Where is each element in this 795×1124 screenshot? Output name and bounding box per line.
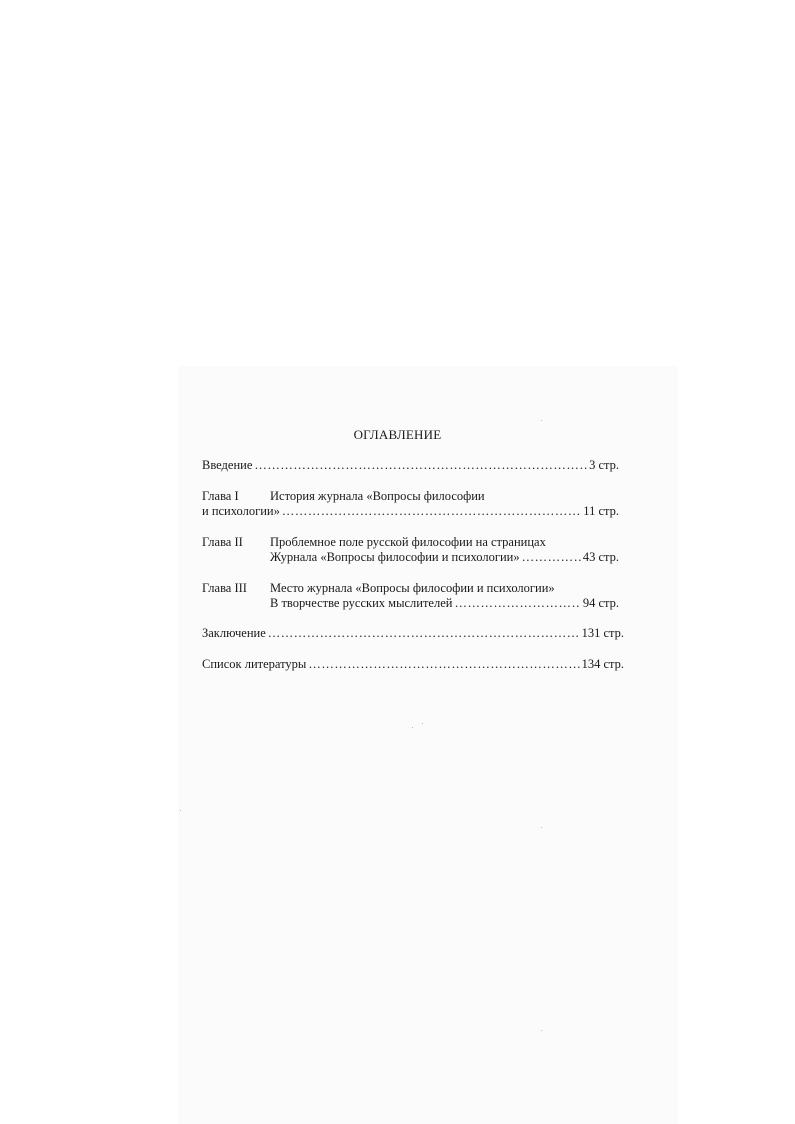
toc-entry-page: 134 стр. [581,657,624,671]
toc-entry-ch1[interactable] [202,503,619,519]
scan-speck [422,723,423,724]
leader-dots [522,549,581,565]
chapter-title-line1[interactable]: История журнала «Вопросы философии [270,489,485,503]
scanned-page [178,366,678,1124]
toc-entry-text: Введение [202,458,253,472]
toc-entry-page: 94 стр. [582,596,619,610]
toc-entry-text: Список литературы [202,657,307,671]
chapter-title-line2: В творчестве русских мыслителей [270,596,453,610]
chapter-label: Глава II [202,535,243,549]
leader-dots [308,656,579,672]
scan-speck [412,727,413,728]
scan-speck [180,810,181,811]
toc-entry-page: 131 стр. [581,626,624,640]
chapter-label: Глава III [202,581,247,595]
toc-entry-ch3[interactable] [270,595,619,611]
toc-entry-conclusion[interactable] [202,625,624,641]
toc-title: ОГЛАВЛЕНИЕ [353,427,442,442]
chapter-title-line1[interactable]: Проблемное поле русской философии на страницах [270,535,546,549]
leader-dots [254,457,587,473]
toc-entry-ch2[interactable] [270,549,619,565]
chapter-title-line1[interactable]: Место журнала «Вопросы философии и психологии» [270,581,555,595]
leader-dots [268,625,580,641]
leader-dots [282,503,581,519]
chapter-label: Глава I [202,489,239,503]
toc-entry-text: Заключение [202,626,266,640]
toc-entry-page: 3 стр. [589,458,619,472]
scan-speck [541,420,542,421]
toc-entry-page: 11 стр. [583,504,619,518]
toc-entry-bibliography[interactable] [202,656,624,672]
toc-entry-intro[interactable] [202,457,619,473]
scan-speck [541,827,542,828]
chapter-title-line2: и психологии» [202,504,280,518]
scan-speck [541,1030,542,1031]
chapter-title-line2: Журнала «Вопросы философии и психологии» [270,550,520,564]
leader-dots [454,595,580,611]
toc-entry-page: 43 стр. [582,550,619,564]
